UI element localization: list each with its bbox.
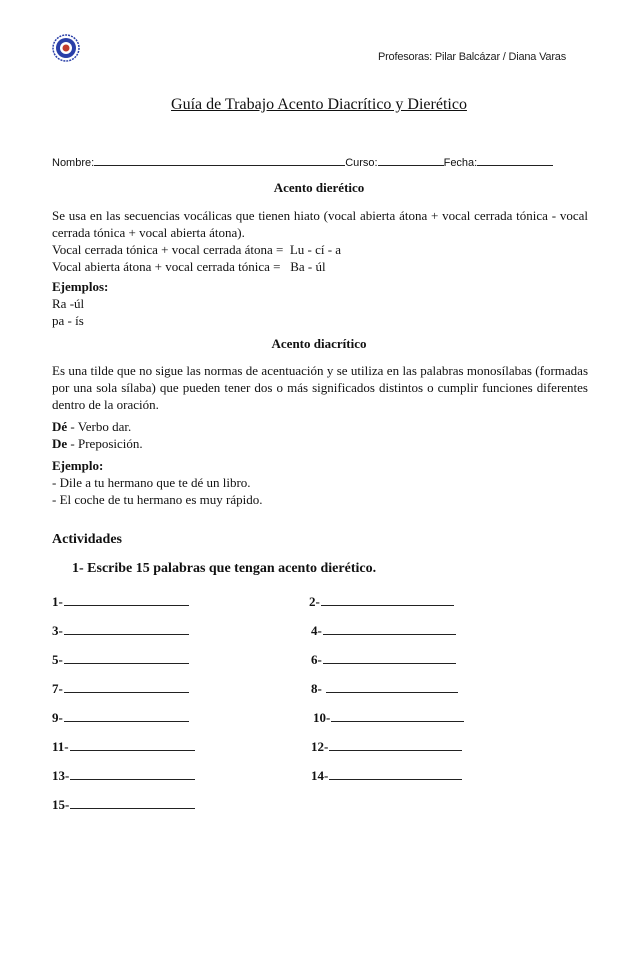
student-info-fields — [52, 154, 553, 169]
example-item: - El coche de tu hermano es muy rápido. — [52, 491, 263, 507]
name-label: Nombre: — [52, 157, 95, 169]
dieretico-heading: Acento dierético — [273, 180, 365, 195]
diacritico-definition: Es una tilde que no sigue las normas de acentuación y se utiliza en las palabras monosílabas (formadas por una sola sílaba) que pueden tener dos o más significados distintos o cumplir funciones diferentes dentro de la oración. — [52, 363, 588, 412]
example-item: Ra -úl — [52, 295, 85, 311]
term-row: De - Preposición. — [52, 435, 143, 451]
diacritico-heading: Acento diacrítico — [271, 336, 367, 351]
dieretico-examples — [52, 279, 108, 329]
activity-instruction: 1- Escribe 15 palabras que tengan acento dierético. — [72, 561, 377, 576]
term-row: Dé - Verbo dar. — [52, 419, 132, 434]
activities-heading: Actividades — [52, 532, 122, 547]
course-field[interactable] — [378, 154, 444, 166]
answer-line-12[interactable]: 12- — [311, 738, 462, 755]
answer-line-6[interactable]: 6- — [311, 651, 456, 668]
answer-line-9[interactable]: 9- — [52, 709, 189, 726]
page-title: Guía de Trabajo Acento Diacrítico y Dierético — [171, 96, 467, 113]
answer-line-5[interactable]: 5- — [52, 651, 189, 668]
example-label: Ejemplo: — [52, 458, 104, 473]
dieretico-definition: Se usa en las secuencias vocálicas que tienen hiato (vocal abierta átona + vocal cerrada tónica - vocal cerrada tónica + vocal abierta átona). — [52, 208, 588, 240]
example-item: pa - ís — [52, 312, 84, 328]
answer-line-10[interactable]: 10- — [313, 709, 464, 726]
date-field[interactable] — [477, 154, 553, 166]
answer-line-14[interactable]: 14- — [311, 767, 462, 784]
diacritico-examples — [52, 458, 262, 508]
diacritico-terms — [52, 419, 143, 453]
examples-label: Ejemplos: — [52, 279, 109, 294]
teachers-header: Profesoras: Pilar Balcázar / Diana Varas — [377, 51, 566, 63]
answer-line-1[interactable]: 1- — [52, 593, 189, 610]
answer-line-8[interactable]: 8- — [311, 680, 458, 697]
dieretico-rules — [52, 242, 341, 276]
answer-line-11[interactable]: 11- — [52, 738, 195, 755]
answer-line-4[interactable]: 4- — [311, 622, 456, 639]
answer-line-15[interactable]: 15- — [52, 796, 195, 813]
course-label: Curso: — [345, 157, 378, 169]
answer-line-13[interactable]: 13- — [52, 767, 195, 784]
date-label: Fecha: — [443, 157, 478, 169]
answer-line-7[interactable]: 7- — [52, 680, 189, 697]
answer-line-3[interactable]: 3- — [52, 622, 189, 639]
example-item: - Dile a tu hermano que te dé un libro. — [52, 474, 251, 490]
rule-row: Vocal abierta átona + vocal cerrada tónica = Ba - úl — [52, 258, 326, 274]
answer-line-2[interactable]: 2- — [309, 593, 454, 610]
name-field[interactable] — [94, 154, 345, 166]
rule-row: Vocal cerrada tónica + vocal cerrada átona = Lu - cí - a — [52, 242, 342, 257]
